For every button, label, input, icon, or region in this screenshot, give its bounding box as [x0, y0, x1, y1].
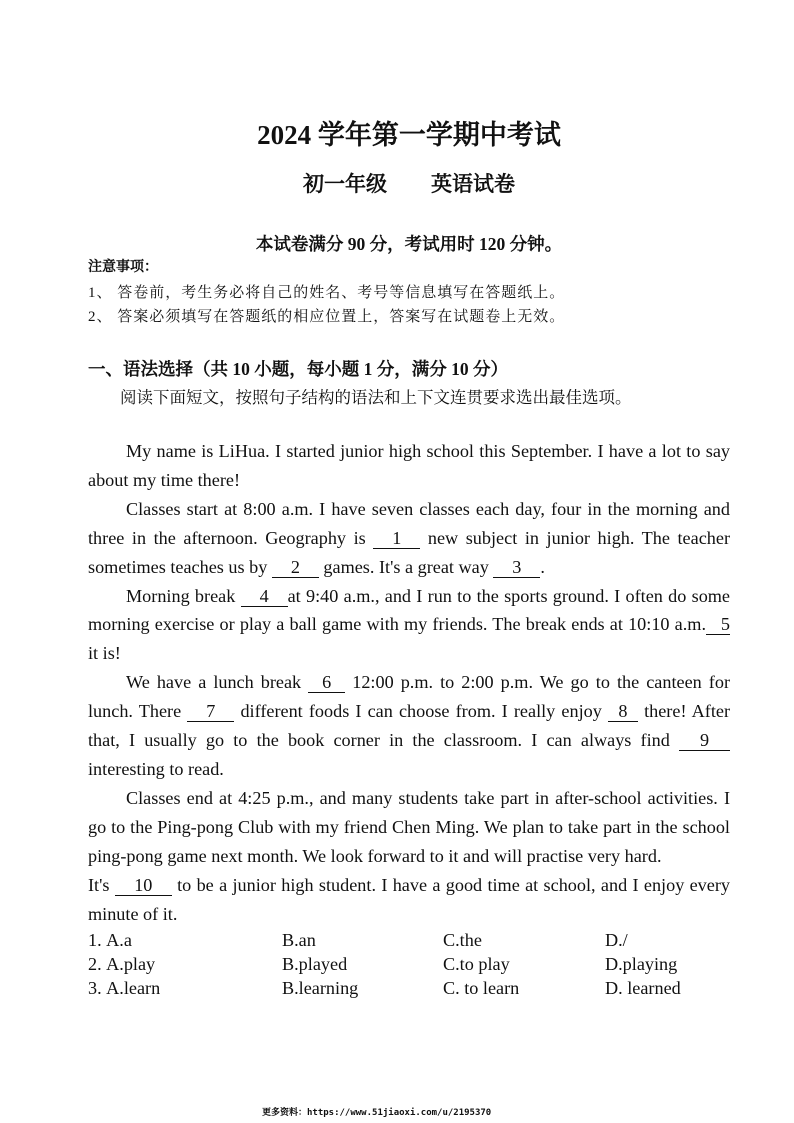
passage-text: Morning break [126, 585, 241, 606]
passage-text: Classes start at 8:00 a.m. I have seven classes each day, four in the morning and three in the afternoon. Geography is [88, 498, 730, 548]
passage-text: interesting to read. [88, 758, 224, 779]
question-row-3 [88, 976, 730, 1000]
passage-text: at 9:40 a.m., and I run to the sports ground. I often do some morning exercise or play a ball game with my friends. The break ends at 10:10 a.m. [88, 585, 731, 635]
passage [88, 437, 730, 1000]
blank-8: 8 [608, 702, 638, 722]
section-heading: 一、语法选择（共 10 小题，每小题 1 分，满分 10 分） [88, 359, 508, 379]
passage-text: games. It's a great way [318, 556, 494, 577]
passage-text: it is! [88, 643, 121, 664]
passage-paragraph-6 [88, 871, 730, 929]
notes-heading: 注意事项： [88, 260, 158, 275]
passage-text: . [540, 556, 545, 577]
option-a [88, 976, 282, 1000]
passage-paragraph-2 [88, 495, 730, 582]
blank-9: 9 [679, 731, 730, 751]
note-item: 1、 答卷前，考生务必将自己的姓名、考号等信息填写在答题纸上。 [88, 285, 566, 301]
passage-text: 12:00 p.m. to 2:00 p.m. We go to the canteen for lunch. There [88, 672, 730, 722]
exam-subtitle [88, 170, 730, 198]
score-info: 本试卷满分 90 分，考试用时 120 分钟。 [255, 234, 563, 254]
passage-text: Classes end at 4:25 p.m., and many students take part in after-school activities. I go to the Ping-pong Club with my friend Chen Ming. We plan to take part in the school ping-pong game next month. We look forward to it and will practise very hard. [88, 787, 730, 866]
passage-text: new subject in junior high. The teacher sometimes teaches us by [88, 527, 730, 577]
blank-7: 7 [187, 702, 234, 722]
blank-4: 4 [241, 587, 288, 607]
passage-paragraph-1 [88, 437, 730, 495]
note-item: 2、 答案必须填写在答题纸的相应位置上，答案写在试题卷上无效。 [88, 309, 566, 325]
option-d: D.playing [605, 954, 678, 975]
passage-paragraph-5 [88, 784, 730, 871]
option-d: D./ [605, 930, 628, 951]
question-number: 1. [88, 930, 102, 951]
passage-text: there! After that, I usually go to the book corner in the classroom. I can always find [88, 701, 731, 751]
option-d: D. learned [605, 978, 681, 999]
grade-label: 初一年级 [303, 172, 387, 196]
option-c: C. to learn [443, 978, 520, 999]
option-c: C.the [443, 930, 482, 951]
option-b: B.played [282, 954, 348, 975]
option-c: C.to play [443, 954, 510, 975]
option-a [88, 928, 282, 952]
option-a-text: A.play [106, 954, 156, 975]
question-number: 3. [88, 978, 102, 999]
options-list [88, 928, 730, 1000]
option-a [88, 952, 282, 976]
section-instruction: 阅读下面短文，按照句子结构的语法和上下文连贯要求选出最佳选项。 [120, 388, 632, 407]
blank-1: 1 [373, 529, 420, 549]
option-a-text: A.learn [106, 978, 161, 999]
subject-label: 英语试卷 [431, 172, 515, 196]
blank-6: 6 [308, 673, 345, 693]
option-b: B.an [282, 930, 316, 951]
notes-list [88, 281, 565, 329]
passage-text: It's [88, 874, 115, 895]
option-a-text: A.a [106, 930, 132, 951]
passage-text: to be a junior high student. I have a good time at school, and I enjoy every minute of it. [88, 874, 730, 924]
passage-text: different foods I can choose from. I really enjoy [234, 701, 608, 722]
question-row-2 [88, 952, 730, 976]
footer-source-note: 更多资料：https://www.51jiaoxi.com/u/2195370 [262, 1108, 492, 1118]
passage-text: My name is LiHua. I started junior high school this September. I have a lot to say about my time there! [88, 441, 730, 490]
option-b: B.learning [282, 978, 359, 999]
question-row-1 [88, 928, 730, 952]
blank-3: 3 [493, 558, 540, 578]
passage-text: We have a lunch break [126, 672, 309, 693]
blank-2: 2 [272, 558, 319, 578]
blank-10: 10 [115, 876, 172, 896]
question-number: 2. [88, 954, 102, 975]
passage-paragraph-3 [88, 582, 730, 669]
exam-title: 2024 学年第一学期中考试 [257, 120, 561, 150]
blank-5: 5 [706, 615, 730, 635]
passage-paragraph-4 [88, 668, 730, 784]
